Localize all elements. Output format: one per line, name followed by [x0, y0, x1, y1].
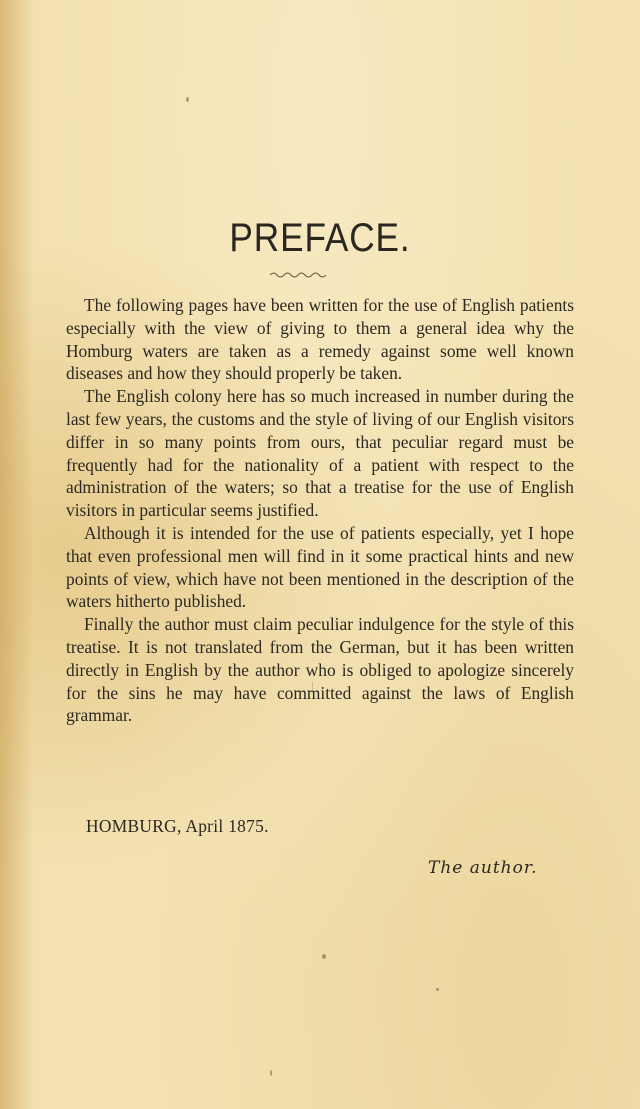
paper-speck	[186, 97, 189, 102]
paper-speck	[436, 988, 439, 991]
wavy-rule-ornament	[270, 270, 326, 280]
paragraph-2: The English colony here has so much increased in number during the last few years, the customs and the style of living of our English visitors differ in so many points from ours, that peculiar regard must be frequently had for the nationality of a patient with respect to the administration of the waters; so that a treatise for the use of English visitors in particular seems justified.	[66, 386, 574, 521]
place-date: HOMBURG, April 1875.	[86, 816, 269, 836]
paragraph-1: The following pages have been written for the use of English patients especially with the view of giving to them a general idea why the Homburg waters are taken as a remedy against some well known diseases and how they should properly be taken.	[66, 295, 574, 384]
author-signature: The author.	[428, 858, 538, 878]
page-edge-stain	[0, 0, 34, 1109]
paper-speck	[312, 682, 313, 692]
paper-speck	[270, 1070, 272, 1076]
paragraph-3: Although it is intended for the use of patients especially, yet I hope that even professional men will find in it some practical hints and new points of view, which have not been mentioned in the description of the waters hitherto published.	[66, 522, 574, 612]
preface-body	[66, 294, 574, 727]
page-title: PREFACE.	[229, 216, 411, 260]
paragraph-4: Finally the author must claim peculiar indulgence for the style of this treatise. It is not translated from the German, but it has been written directly in English by the author who is obliged to apologize sincerely for the sins he may have committed against the laws of English grammar.	[66, 614, 574, 726]
paper-speck	[322, 954, 326, 959]
